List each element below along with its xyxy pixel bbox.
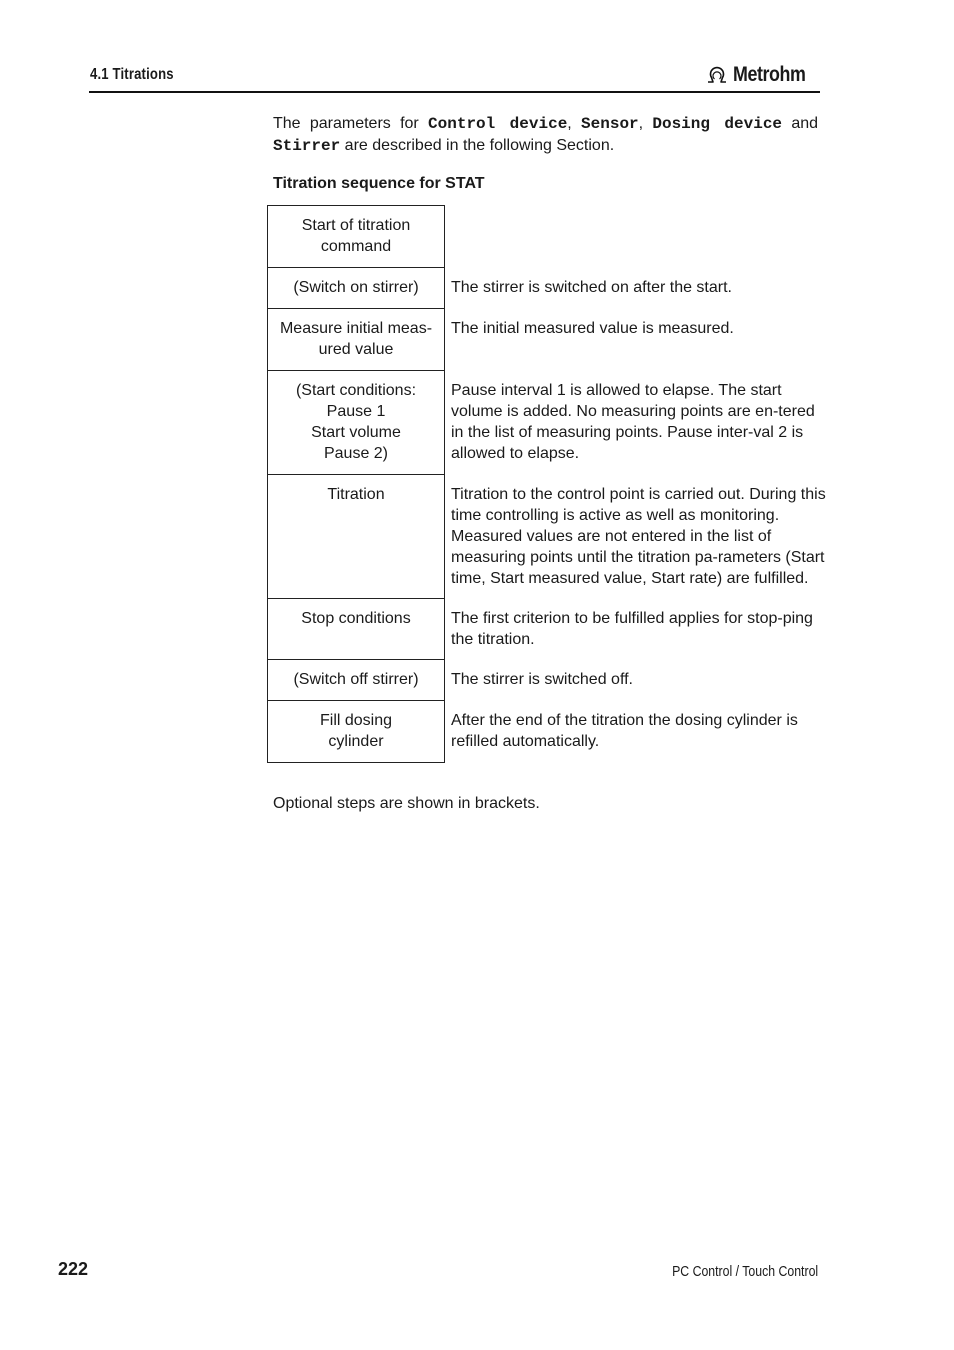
sequence-step-line: Measure initial meas- [279, 320, 433, 337]
sequence-description: After the end of the titration the dosing cylinder is refilled automatically. [451, 711, 798, 750]
optional-steps-note: Optional steps are shown in brackets. [273, 795, 540, 812]
sequence-row [268, 599, 827, 660]
sequence-row [268, 268, 827, 309]
sequence-description [445, 206, 827, 268]
intro-text: are described in the following Section. [340, 137, 615, 154]
term-stirrer: Stirrer [273, 137, 341, 155]
sequence-step-cell [268, 701, 445, 763]
sequence-step-line: Pause 2) [323, 445, 389, 462]
sequence-description: Pause interval 1 is allowed to elapse. The start volume is added. No measuring points are en-tered in the list of measuring points. Pause inter-val 2 is allowed to elapse. [451, 381, 815, 462]
sequence-step-line: command [320, 238, 392, 255]
sequence-step-line: Pause 1 [326, 403, 386, 420]
term-dosing-device: Dosing device [652, 115, 783, 133]
sequence-description: The initial measured value is measured. [451, 319, 734, 337]
sequence-step-line: (Switch on stirrer) [293, 279, 419, 296]
sequence-description: The stirrer is switched off. [451, 670, 633, 688]
sequence-step-line: cylinder [328, 733, 384, 750]
sequence-body [268, 206, 827, 763]
term-control-device: Control device [428, 115, 568, 133]
footer-title: PC Control / Touch Control [671, 1263, 818, 1280]
sequence-description: Titration to the control point is carried out. During this time controlling is active as well as monitoring. Measured values are not entered in the list of measuring points until the titration pa-rameters (Start time, Start measured value, Start rate) are fulfilled. [451, 485, 826, 587]
intro-separator: , [638, 115, 653, 132]
sequence-step-cell [268, 268, 445, 309]
sequence-description: The first criterion to be fulfilled applies for stop-ping the titration. [451, 609, 813, 648]
sequence-row [268, 371, 827, 475]
sequence-step-cell [268, 660, 445, 701]
sequence-step-cell [268, 599, 445, 660]
header-rule [89, 91, 820, 93]
sequence-row [268, 701, 827, 763]
intro-paragraph [273, 113, 818, 157]
sequence-row [268, 206, 827, 268]
sequence-step-cell [268, 475, 445, 599]
sequence-step-cell [268, 309, 445, 371]
sequence-step-cell [268, 371, 445, 475]
sequence-row [268, 475, 827, 599]
metrohm-omega-icon [705, 66, 729, 84]
sequence-step-line: Titration [327, 486, 385, 503]
section-heading: Titration sequence for STAT [273, 175, 485, 192]
sequence-step-line: (Switch off stirrer) [293, 671, 419, 688]
metrohm-logo [705, 63, 818, 87]
sequence-row [268, 309, 827, 371]
intro-text: and [782, 115, 819, 132]
sequence-description: The stirrer is switched on after the start. [451, 278, 732, 296]
sequence-row [268, 660, 827, 701]
logo-text: Metrohm [732, 63, 806, 86]
titration-sequence-table [267, 205, 827, 763]
sequence-step-line: Stop conditions [301, 610, 411, 627]
intro-separator: , [567, 115, 582, 132]
term-sensor: Sensor [581, 115, 639, 133]
sequence-step-cell [268, 206, 445, 268]
running-header-section: 4.1 Titrations [90, 66, 174, 83]
sequence-step-line: Start of titration [301, 217, 411, 234]
sequence-step-line: Start volume [311, 424, 401, 441]
page-number: 222 [58, 1259, 89, 1279]
sequence-step-line: Fill dosing [319, 712, 393, 729]
sequence-step-line: (Start conditions: [295, 382, 417, 399]
intro-text: The parameters for [273, 115, 429, 132]
sequence-step-line: ured value [318, 341, 394, 358]
